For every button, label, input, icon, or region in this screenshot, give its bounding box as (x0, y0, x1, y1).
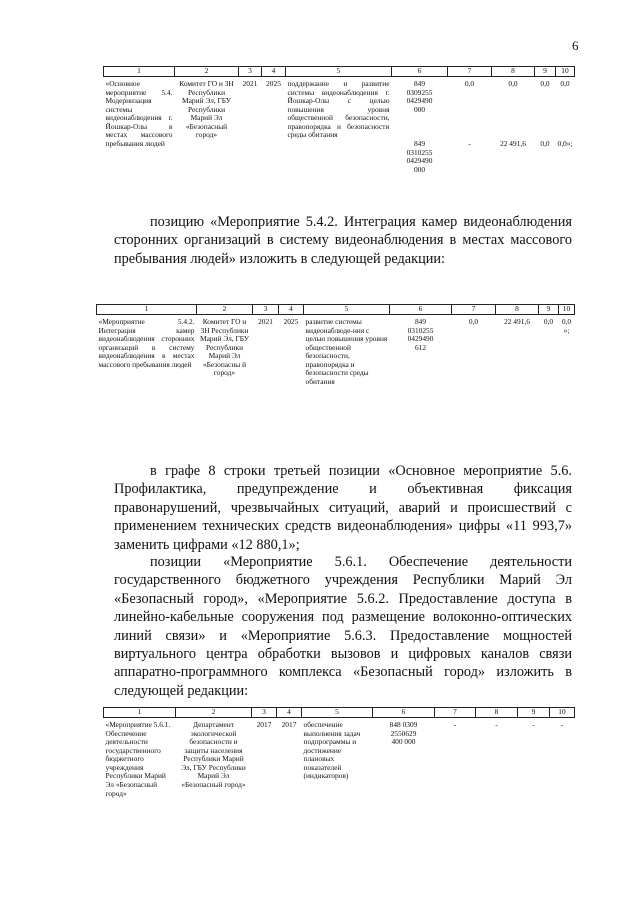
budget-codes-cell (392, 77, 448, 175)
value-col9-cell (535, 77, 556, 175)
col-header: 10 (556, 67, 575, 77)
col-header: 5 (286, 67, 392, 77)
value-col8-cell: 22 491,6 (504, 317, 530, 326)
value-col10-cell: - (560, 720, 564, 729)
table-mod-5-4-2 (96, 304, 575, 387)
value-col10-cell: 0,0»; (561, 317, 572, 335)
table-row (104, 77, 575, 175)
table-header-row (97, 305, 575, 315)
year-end-cell: 2025 (266, 79, 281, 88)
value-col8-cell: - (495, 720, 498, 729)
col-header: 9 (518, 708, 550, 718)
col-header: 6 (390, 305, 452, 315)
col-header: 10 (559, 305, 575, 315)
value: - (468, 139, 471, 148)
col-header: 9 (539, 305, 559, 315)
paragraph-position-5-4-2: позицию «Мероприятие 5.4.2. Интеграция камер видеонаблюдения сторонних организаций в систему видеонаблюдения в местах массового пребывания людей» изложить в следующей редакции: (114, 214, 572, 267)
goal-cell: развитие системы видеонаблюде-ния с целью повышения уровня общественной безопасности, правопорядка и безопасности среды обитания (305, 317, 388, 387)
activity-cell: «Мероприятие 5.4.2. Интеграция камер видеонаблюдения сторонних организаций в систему видеонаблюдения в местах массового пребывания людей (98, 317, 195, 369)
year-start-cell: 2017 (256, 720, 272, 729)
col-header: 7 (448, 67, 492, 77)
col-header: 1 (104, 67, 175, 77)
executor-cell: Комитет ГО и ЗН Республики Марий Эл, ГБУ Республики Марий Эл «Безопасны й город» (200, 317, 249, 378)
table-row (97, 315, 575, 387)
col-header: 6 (373, 708, 435, 718)
col-header: 2 (175, 67, 239, 77)
goal-cell: поддержание и развитие системы видеонаблюдения г. Йошкар-Олы с целью повышения уровня общественной безопасности, правопорядка и безопасности среды обитания (287, 79, 390, 140)
value: 0,0 (540, 139, 550, 148)
executor-cell: Департамент экологической безопасности и защиты населения Республики Марий Эл, ГБУ Республики Марий Эл «Безопасный город» (181, 720, 246, 790)
value-col7-cell: 0,0 (468, 317, 479, 326)
col-header: 5 (302, 708, 373, 718)
col-header: 6 (392, 67, 448, 77)
table-mod-5-6-1 (103, 707, 575, 798)
year-end-cell: 2017 (281, 720, 297, 729)
paragraph-positions-5-6: позиции «Мероприятие 5.6.1. Обеспечение деятельности государственного бюджетного учреждения Республики Марий Эл «Безопасный город», «Мероприятие 5.6.2. Предоставление доступа в линейно-кабельные сооружения под размещение волоконно-оптических линий связи» и «Мероприятие 5.6.3. Предоставление мощностей виртуального центра обработки вызовов и цифровых каналов связи аппаратно-программного комплекса «Безопасный город» изложить в следующей редакции: (114, 554, 572, 699)
value-col9-cell: 0,0 (543, 317, 554, 326)
col-header: 9 (535, 67, 556, 77)
col-header: 3 (252, 708, 277, 718)
value-col10-cell (556, 77, 575, 175)
value-col7-cell: - (453, 720, 457, 729)
value-col9-cell: - (532, 720, 535, 729)
table-mod-5-4 (103, 66, 575, 174)
value: 0,0 (540, 79, 550, 88)
col-header: 8 (492, 67, 535, 77)
col-header: 4 (262, 67, 286, 77)
col-header: 10 (550, 708, 575, 718)
col-header: 3 (253, 305, 279, 315)
col-header: 1 (104, 708, 176, 718)
value: 22 491,6 (500, 139, 526, 148)
page-number: 6 (572, 38, 579, 53)
paragraph-graph-8-replacement: в графе 8 строки третьей позиции «Основное мероприятие 5.6. Профилактика, предупреждение и объективная фиксация правонарушений, чрезвычайных ситуаций, аварий и происшествий с применением технических средств видеонаблюдения» цифры «11 993,7» заменить цифрами «12 880,1»; (114, 463, 572, 553)
col-header: 4 (277, 708, 302, 718)
col-header: 2 (197, 305, 253, 315)
col-header: 4 (279, 305, 304, 315)
table-header-row (104, 708, 575, 718)
budget-codes-2: 849 0310255 0429490 000 (406, 139, 433, 174)
activity-cell: «Основное мероприятие 5.4. Модернизация системы видеонаблюдения г. Йошкар-Олы в местах массового пребывания людей (105, 79, 173, 149)
col-header: 8 (496, 305, 539, 315)
budget-codes-cell: 848 0309 2550629 400 000 (389, 720, 418, 747)
value-col7-cell (448, 77, 492, 175)
value: 0,0»; (557, 139, 573, 148)
col-header: 5 (304, 305, 390, 315)
budget-codes-cell: 849 0310255 0429490 612 (407, 317, 434, 352)
col-header: 2 (176, 708, 252, 718)
budget-codes-1: 849 0309255 0429490 000 (406, 79, 433, 114)
executor-cell: Комитет ГО и ЗН Республики Марий Эл, ГБУ Республики Марий Эл «Безопасный город» (179, 79, 234, 140)
value: 0,0 (560, 79, 570, 88)
activity-cell: «Мероприятие 5.6.1. Обеспечение деятельности государственного бюджетного учреждения Республики Марий Эл «Безопасный город» (105, 720, 171, 798)
goal-cell: обеспечение выполнения задач подпрограммы и достижение плановых показателей (индикаторов) (303, 720, 361, 781)
year-start-cell: 2021 (258, 317, 273, 326)
col-header: 7 (435, 708, 476, 718)
value-col8-cell (492, 77, 535, 175)
value: 0,0 (464, 79, 475, 88)
table-header-row (104, 67, 575, 77)
col-header: 7 (452, 305, 496, 315)
year-start-cell: 2021 (242, 79, 258, 88)
col-header: 3 (239, 67, 262, 77)
col-header: 8 (476, 708, 518, 718)
table-row (104, 718, 575, 799)
value: 0,0 (508, 79, 518, 88)
year-end-cell: 2025 (283, 317, 299, 326)
col-header: 1 (97, 305, 197, 315)
